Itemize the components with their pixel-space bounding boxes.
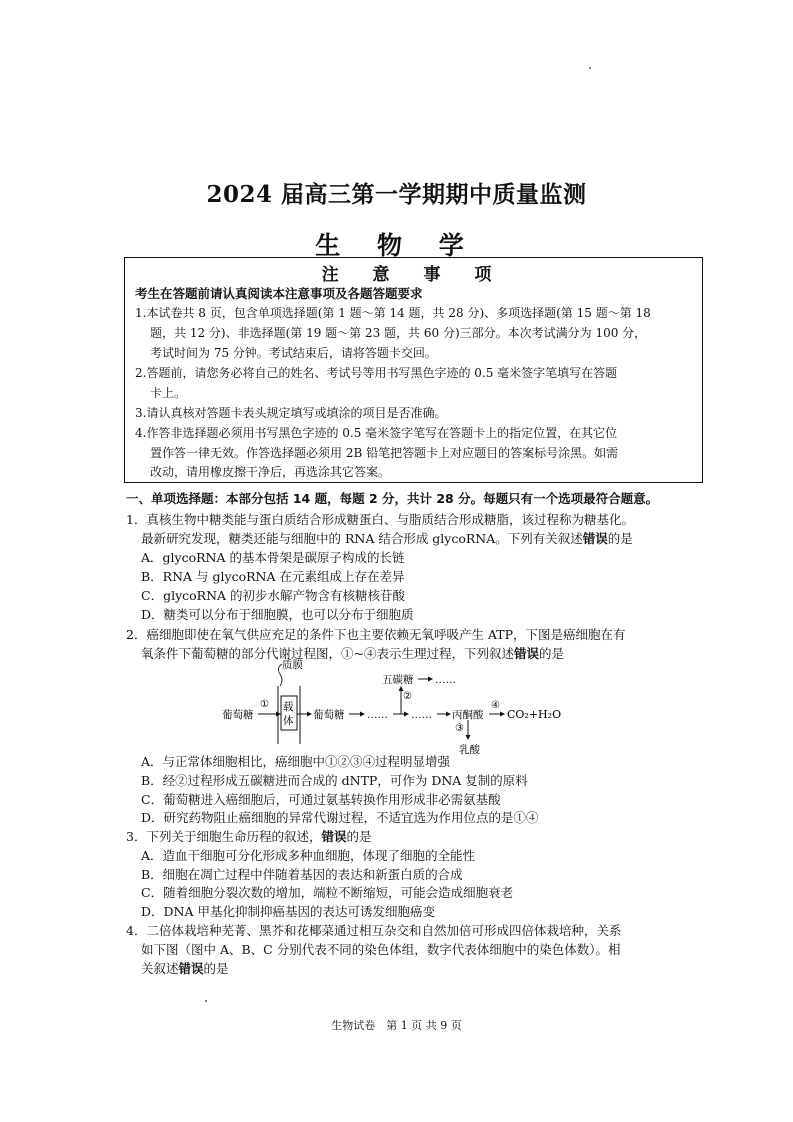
scan-dot <box>205 1000 207 1002</box>
arrowhead <box>466 735 471 740</box>
stem-text: 关叙述 <box>141 961 179 976</box>
notice-line: 4.作答非选择题必须用书写黑色字迹的 0.5 毫米签字笔写在答题卡上的指定位置，在其它位 <box>135 426 618 440</box>
stem-text: 的是 <box>539 646 565 661</box>
arrowhead <box>446 712 451 717</box>
stem-text: 最新研究发现，糖类还能与细胞中的 RNA 结合形成 glycoRNA。下列有关叙述 <box>141 531 583 546</box>
question-3-stem <box>126 827 372 845</box>
metabolism-diagram <box>210 656 580 756</box>
pyruvate-label: 丙酮酸 <box>452 709 484 721</box>
page-footer: 生物试卷 第 1 页 共 9 页 <box>331 1019 462 1032</box>
question-4-stem: 4．二倍体栽培种芜菁、黑芥和花椰菜通过相互杂交和自然加倍可形成四倍体栽培种，关系 <box>126 923 622 938</box>
option-d: D．糖类可以分布于细胞膜，也可以分布于细胞质 <box>141 607 414 622</box>
option-d: D．DNA 甲基化抑制抑癌基因的表达可诱发细胞癌变 <box>141 904 435 919</box>
question-1-stem-2 <box>141 529 633 547</box>
lactate-label: 乳酸 <box>459 744 480 756</box>
section-heading: 一、单项选择题：本部分包括 14 题，每题 2 分，共计 28 分。每题只有一个选项最符合题意。 <box>126 491 659 506</box>
stem-text: 的是 <box>203 961 229 976</box>
membrane-label: 质膜 <box>282 659 303 671</box>
option-b: B．经②过程形成五碳糖进而合成的 dNTP，可作为 DNA 复制的原料 <box>141 773 528 788</box>
carrier-label: 体 <box>283 715 294 727</box>
products-label: CO₂+H₂O <box>507 708 562 721</box>
notice-line: 改动，请用橡皮擦干净后，再选涂其它答案。 <box>150 465 391 479</box>
arrowhead <box>307 712 312 717</box>
arrowhead <box>500 712 505 717</box>
notice-line: 1.本试卷共 8 页，包含单项选择题(第 1 题～第 14 题，共 28 分)、多项选择题(第 15 题～第 18 <box>135 306 651 320</box>
stem-text: 氧条件下葡萄糖的部分代谢过程图，①~④表示生理过程，下列叙述 <box>141 646 514 661</box>
stem-text: 的是 <box>346 829 372 844</box>
subject-title: 生 物 学 <box>315 231 478 260</box>
stem-text: 的是 <box>607 531 633 546</box>
notice-line: 考试时间为 75 分钟。考试结束后，请将答题卡交回。 <box>150 346 437 360</box>
option-d: D．研究药物阻止癌细胞的异常代谢过程，不适宜选为作用位点的是①④ <box>141 810 539 825</box>
question-4-stem-2: 如下图（图中 A、B、C 分别代表不同的染色体组，数字代表体细胞中的染色体数）。相 <box>141 942 621 957</box>
error-keyword: 错误 <box>321 829 347 844</box>
option-b: B．RNA 与 glycoRNA 在元素组成上存在差异 <box>141 569 405 584</box>
process-1-label: ① <box>260 699 269 710</box>
page-title: 2024 届高三第一学期期中质量监测 <box>206 181 587 208</box>
option-b: B．细胞在凋亡过程中伴随着基因的表达和新蛋白质的合成 <box>141 867 463 882</box>
question-1-stem: 1．真核生物中糖类能与蛋白质结合形成糖蛋白、与脂质结合形成糖脂，该过程称为糖基化。 <box>126 512 634 527</box>
question-4-stem-3 <box>141 959 229 977</box>
error-keyword: 错误 <box>513 646 539 661</box>
ellipsis: …… <box>435 674 456 686</box>
notice-line: 题，共 12 分)、非选择题(第 19 题～第 23 题，共 60 分)三部分。本次考试满分为 100 分， <box>150 326 647 340</box>
notice-subheading: 考生在答题前请认真阅读本注意事项及各题答题要求 <box>135 286 423 301</box>
stem-text: 3．下列关于细胞生命历程的叙述， <box>126 829 322 844</box>
notice-box <box>124 257 703 483</box>
option-c: C．随着细胞分裂次数的增加，端粒不断缩短，可能会造成细胞衰老 <box>141 885 514 900</box>
ellipsis: …… <box>411 709 432 721</box>
process-4-label: ④ <box>491 700 500 711</box>
option-a: A．造血干细胞可分化形成多种血细胞，体现了细胞的全能性 <box>141 848 476 863</box>
process-2-label: ② <box>403 691 412 702</box>
option-a: A．glycoRNA 的基本骨架是碳原子构成的长链 <box>141 550 405 565</box>
question-2-stem: 2．癌细胞即使在氧气供应充足的条件下也主要依赖无氧呼吸产生 ATP，下图是癌细胞在有 <box>126 627 626 642</box>
arrowhead <box>428 677 433 682</box>
option-c: C．葡萄糖进入癌细胞后，可通过氨基转换作用形成非必需氨基酸 <box>141 792 501 807</box>
carrier-label: 载 <box>283 701 294 713</box>
notice-line: 2.答题前，请您务必将自己的姓名、考试号等用书写黑色字迹的 0.5 毫米签字笔填写在答题 <box>135 366 618 380</box>
notice-line: 置作答一律无效。作答选择题必须用 2B 铅笔把答题卡上对应题目的答案标号涂黑。如需 <box>150 446 619 460</box>
notice-line: 3.请认真核对答题卡表头规定填写或填涂的项目是否准确。 <box>135 406 447 420</box>
pentose-label: 五碳糖 <box>382 674 414 686</box>
glucose-outside-label: 葡萄糖 <box>222 709 254 721</box>
process-3-label: ③ <box>455 723 464 734</box>
notice-line: 卡上。 <box>150 386 187 400</box>
error-keyword: 错误 <box>582 531 608 546</box>
option-c: C．glycoRNA 的初步水解产物含有核糖核苷酸 <box>141 588 406 603</box>
option-a: A．与正常体细胞相比，癌细胞中①②③④过程明显增强 <box>141 754 451 769</box>
scan-dot <box>589 67 591 69</box>
notice-heading: 注 意 事 项 <box>321 265 506 285</box>
error-keyword: 错误 <box>178 961 204 976</box>
glucose-inside-label: 葡萄糖 <box>313 709 345 721</box>
arrowhead <box>404 712 409 717</box>
ellipsis: …… <box>367 709 388 721</box>
arrowhead <box>360 712 365 717</box>
